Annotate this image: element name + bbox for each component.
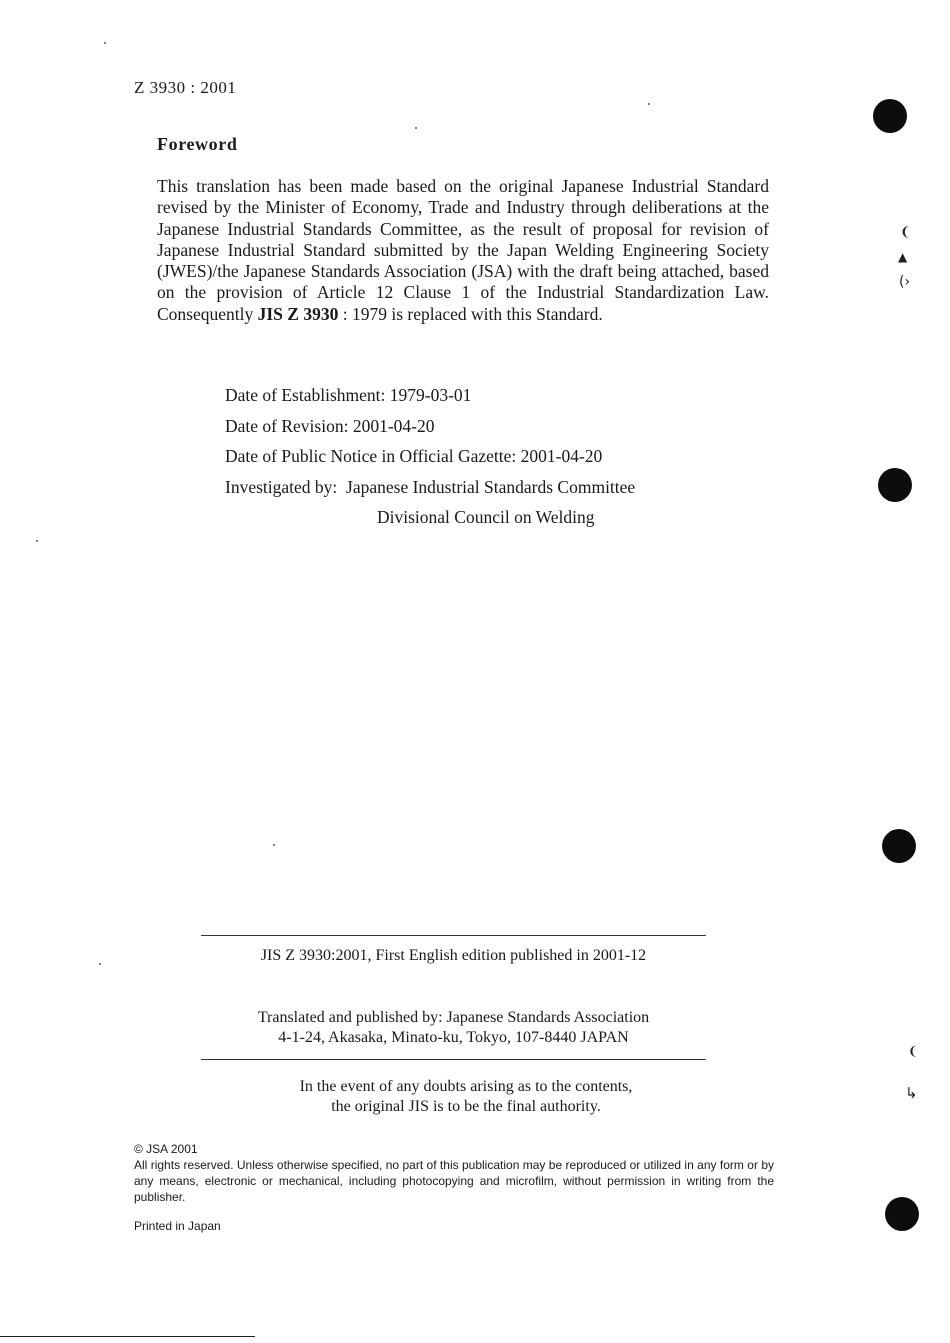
investigated-row: [225, 475, 635, 506]
edition-line: JIS Z 3930:2001, First English edition published in 2001-12: [260, 947, 647, 964]
foreword-title: Foreword: [157, 134, 238, 154]
punch-hole: [885, 1197, 919, 1231]
punch-hole: [878, 468, 912, 502]
scan-speck: [648, 103, 650, 105]
public-notice-label: Date of Public Notice in Official Gazette:: [225, 446, 517, 466]
scan-mark: (›: [899, 274, 911, 290]
revision-row: [225, 414, 635, 445]
publisher-line: Translated and published by: Japanese Standards Association: [257, 1009, 650, 1026]
establishment-row: [225, 383, 635, 414]
punch-hole: [873, 99, 907, 133]
foreword-text-end: : 1979 is replaced with this Standard.: [338, 303, 603, 324]
document-number: Z 3930 : 2001: [134, 78, 237, 97]
scan-mark: ↳: [905, 1084, 918, 1102]
investigated-label: Investigated by:: [225, 476, 338, 497]
punch-hole: [882, 829, 916, 863]
scan-mark: ❨: [900, 225, 911, 240]
scan-mark: ❨: [908, 1044, 919, 1058]
scan-speck: [104, 42, 106, 44]
dates-block: [225, 383, 635, 536]
authority-line-2: the original JIS is to be the final authority.: [331, 1098, 601, 1115]
publisher-block: [201, 1008, 706, 1048]
establishment-value: 1979-03-01: [389, 385, 472, 405]
council-value: Divisional Council on Welding: [377, 507, 595, 527]
copyright-block: [134, 1141, 774, 1205]
printed-in: Printed in Japan: [134, 1219, 221, 1233]
establishment-label: Date of Establishment:: [225, 385, 386, 405]
scan-mark: ▲: [898, 250, 908, 264]
scan-speck: [273, 844, 275, 846]
publisher-address: 4-1-24, Akasaka, Minato-ku, Tokyo, 107-8440 JAPAN: [278, 1029, 629, 1046]
public-notice-value: 2001-04-20: [520, 446, 603, 466]
foreword-text: This translation has been made based on the original Japanese Industrial Standard revised by the Minister of Economy, Trade and Industry through deliberations at the Japanese Industrial Standards Committee, as the result of proposal for revision of Japanese Industrial Standard submitted by the Japan Welding Engineering Society (JWES)/the Japanese Standards Association (JSA) with the draft being attached, based on the provision of Article 12 Clause 1 of the Industrial Standardization Law. Consequently: [157, 176, 769, 324]
scan-speck: [36, 540, 38, 542]
investigated-value: Japanese Industrial Standards Committee: [346, 476, 636, 497]
foreword-standard-ref: JIS Z 3930: [257, 303, 339, 324]
scan-speck: [99, 963, 101, 965]
foreword-body: [157, 176, 769, 325]
revision-label: Date of Revision:: [225, 415, 349, 436]
copyright-notice: All rights reserved. Unless otherwise specified, no part of this publication may be reproduced or utilized in any form or by any means, electronic or mechanical, including photocopying and microfilm, without permission in writing from the publisher.: [134, 1158, 774, 1204]
top-rule: [201, 935, 706, 936]
revision-value: 2001-04-20: [352, 415, 435, 436]
scan-speck: [415, 127, 417, 129]
public-notice-row: [225, 444, 635, 475]
authority-line-1: In the event of any doubts arising as to the contents,: [299, 1078, 633, 1095]
bottom-rule: [201, 1059, 706, 1060]
copyright-line: © JSA 2001: [134, 1142, 198, 1156]
authority-note: [201, 1077, 731, 1117]
council-row: [225, 505, 635, 536]
scan-edge-line: [0, 1336, 255, 1337]
